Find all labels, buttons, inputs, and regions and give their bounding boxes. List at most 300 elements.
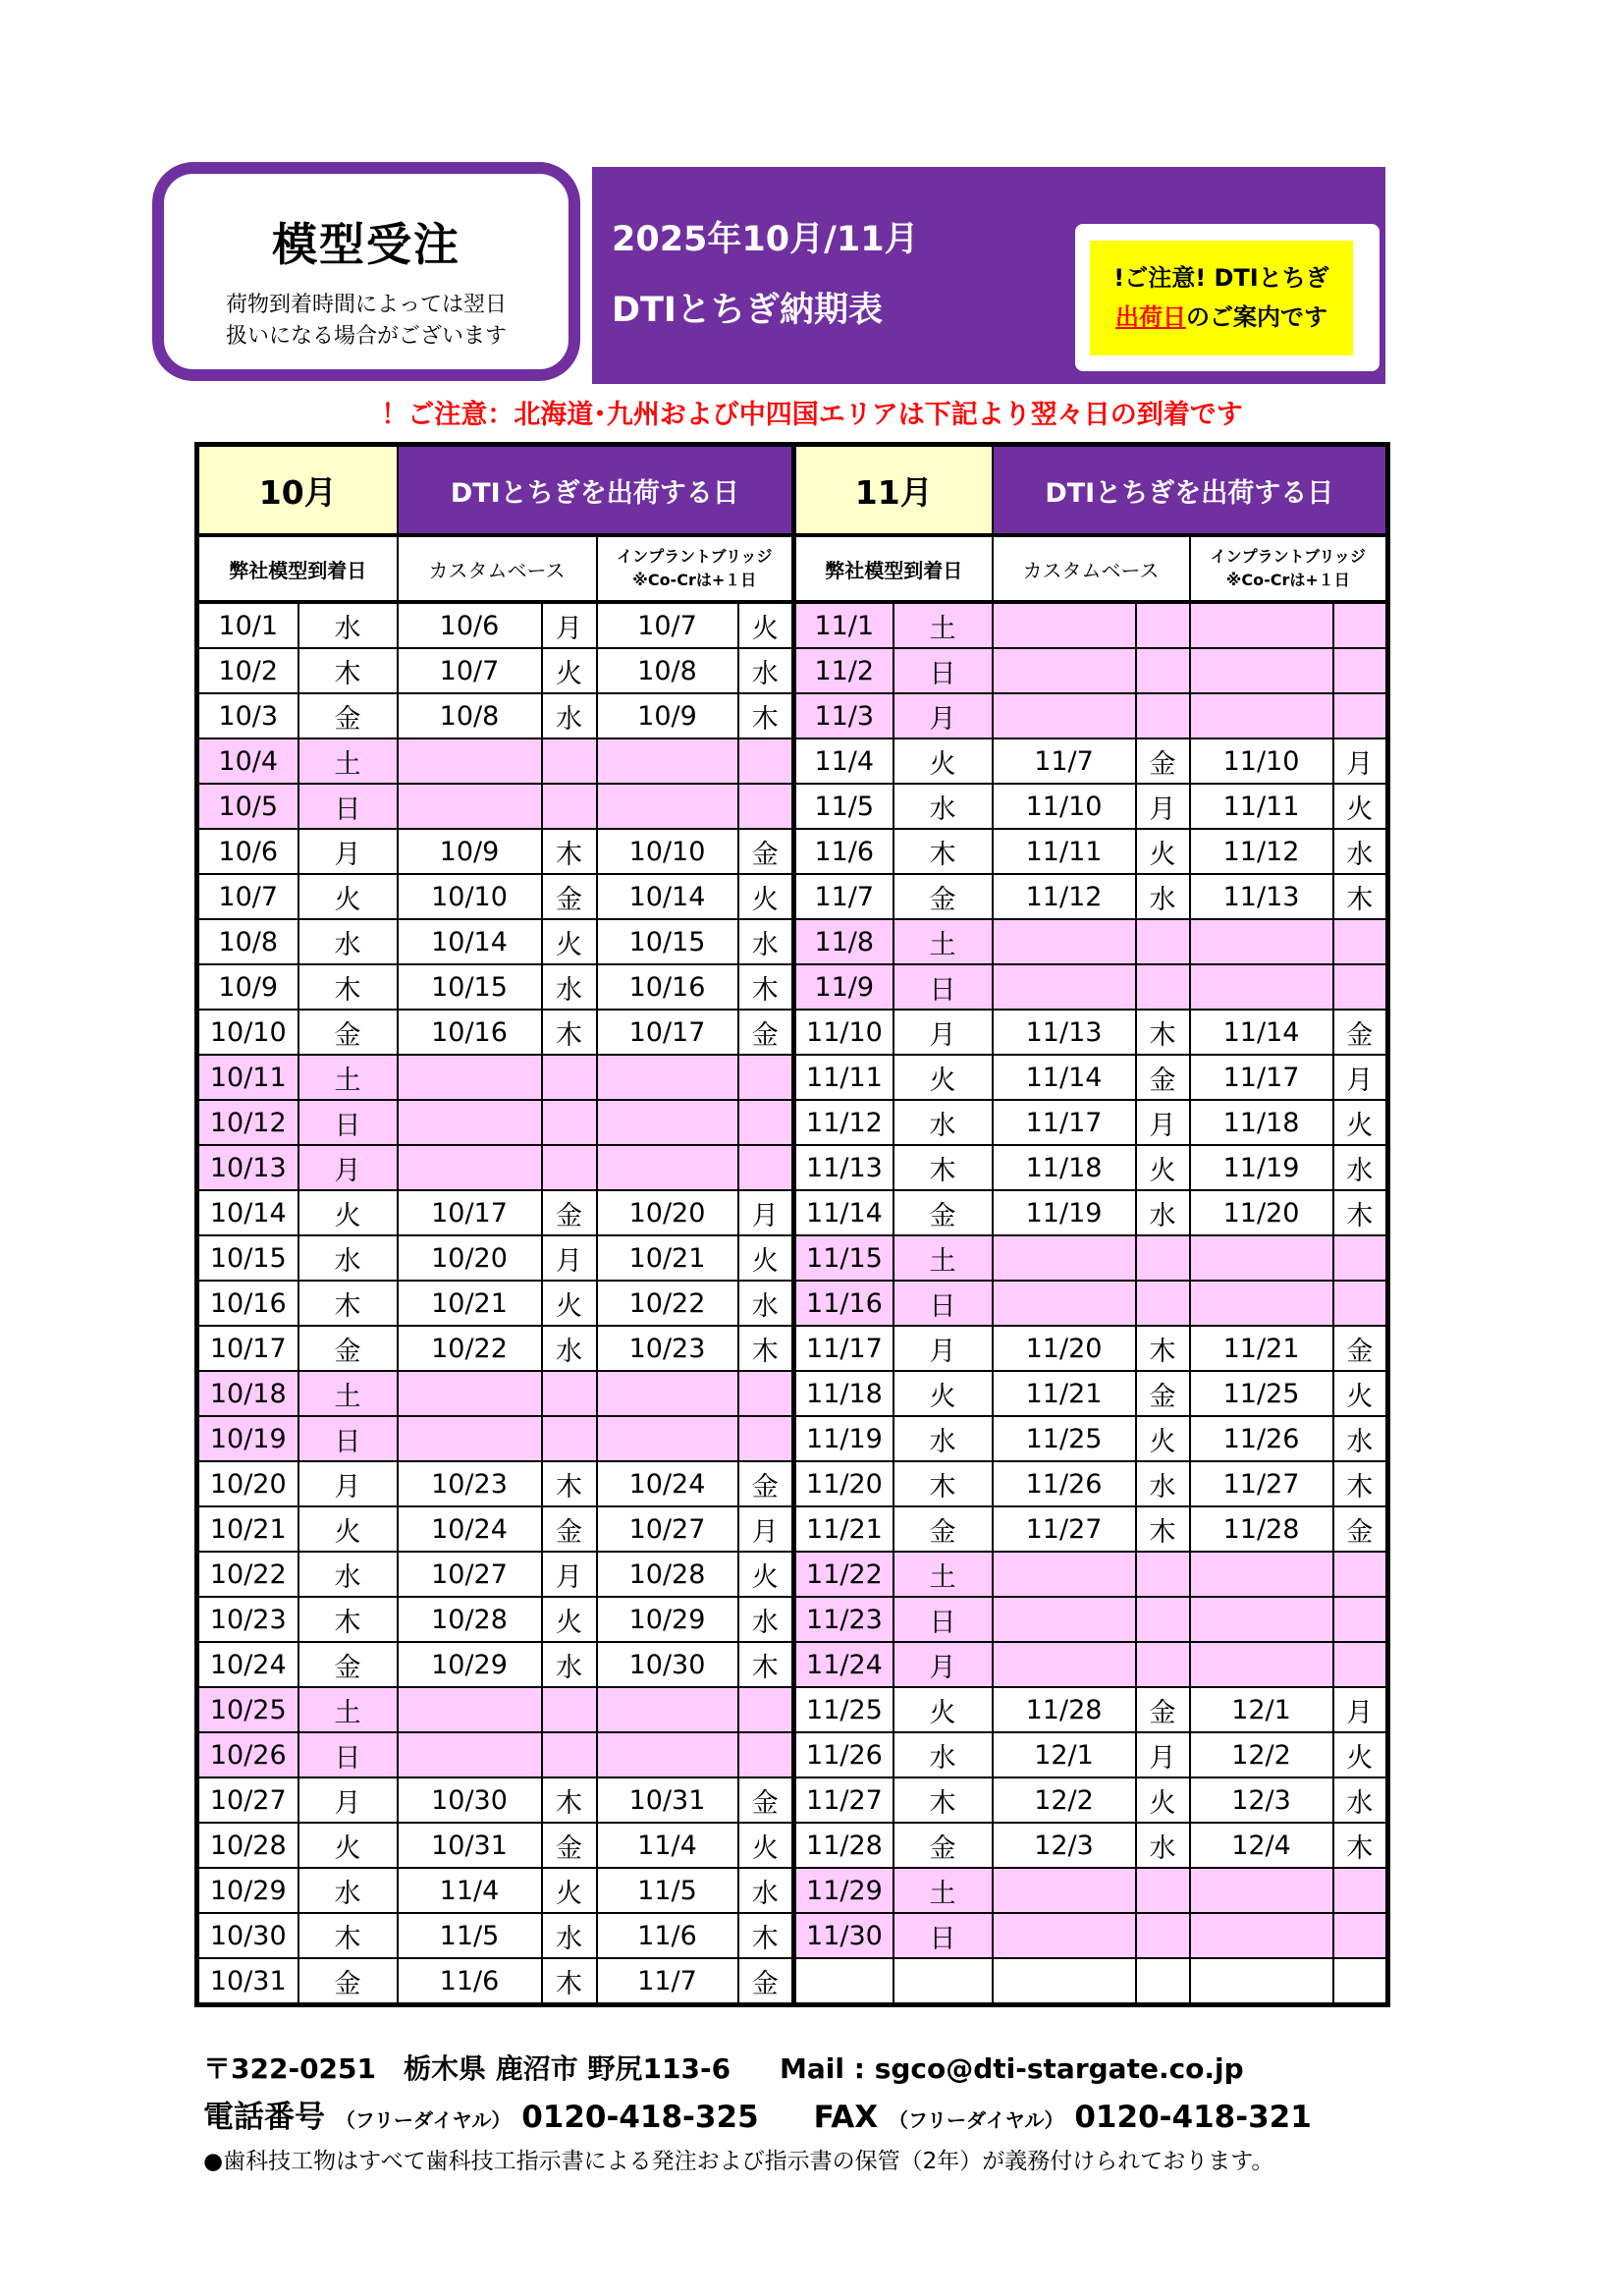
november-custom-base-day: 水 [1136,874,1190,919]
october-implant-day [738,1687,794,1732]
october-custom-base-date: 10/28 [398,1597,542,1642]
november-implant-day [1333,1913,1388,1958]
november-custom-base-date [993,1552,1136,1597]
november-arrival-date: 11/17 [794,1326,893,1371]
november-custom-base-day: 水 [1136,1461,1190,1506]
order-note-line2: 扱いになる場合がございます [225,324,507,349]
october-arrival-day: 土 [298,1687,398,1732]
october-arrival-date: 10/9 [197,964,298,1010]
november-custom-base-date [993,693,1136,738]
november-implant-day [1333,602,1388,648]
october-custom-base-day: 木 [542,1461,597,1506]
november-implant-date: 11/20 [1190,1190,1333,1235]
november-custom-base-header: カスタムベース [993,535,1190,602]
october-arrival-day: 火 [298,874,398,919]
november-arrival-day [893,1958,993,2005]
november-implant-date [1190,1642,1333,1687]
november-custom-base-date: 11/19 [993,1190,1136,1235]
november-arrival-day: 金 [893,874,993,919]
november-custom-base-day: 月 [1136,1100,1190,1145]
october-implant-day [738,1732,794,1777]
table-row [197,1958,1388,2005]
october-custom-base-day: 月 [542,602,597,648]
october-implant-date: 10/15 [597,919,738,964]
november-implant-day: 月 [1333,1687,1388,1732]
november-arrival-date: 11/10 [794,1010,893,1055]
footer-phone-line [203,2092,1312,2136]
november-custom-base-date: 11/12 [993,874,1136,919]
november-custom-base-date: 12/3 [993,1823,1136,1868]
november-custom-base-date: 11/14 [993,1055,1136,1100]
november-implant-date: 11/28 [1190,1506,1333,1552]
november-custom-base-date: 11/17 [993,1100,1136,1145]
november-custom-base-date: 11/26 [993,1461,1136,1506]
november-implant-day: 木 [1333,1190,1388,1235]
november-custom-base-day: 火 [1136,1145,1190,1190]
october-implant-date [597,1371,738,1416]
november-implant-day [1333,1958,1388,2005]
subheader-row [197,535,1388,602]
november-custom-base-date [993,648,1136,693]
november-custom-base-day [1136,919,1190,964]
october-custom-base-date: 10/15 [398,964,542,1010]
october-implant-day: 水 [738,1868,794,1913]
october-custom-base-day: 火 [542,1597,597,1642]
october-custom-base-header: カスタムベース [398,535,597,602]
november-custom-base-date [993,1597,1136,1642]
october-implant-date: 11/4 [597,1823,738,1868]
october-implant-day: 金 [738,1777,794,1823]
november-implant-day: 水 [1333,1145,1388,1190]
november-custom-base-date: 11/18 [993,1145,1136,1190]
november-implant-day: 水 [1333,1777,1388,1823]
october-implant-date: 10/20 [597,1190,738,1235]
october-implant-date: 10/14 [597,874,738,919]
fax-number: 0120-418-321 [1074,2100,1312,2135]
november-custom-base-day: 火 [1136,1777,1190,1823]
table-row [197,1823,1388,1868]
email[interactable]: Mail : sgco@dti-stargate.co.jp [780,2052,1244,2085]
november-custom-base-date: 12/2 [993,1777,1136,1823]
october-arrival-day: 木 [298,648,398,693]
november-custom-base-date [993,1958,1136,2005]
november-implant-day: 水 [1333,1416,1388,1461]
november-implant-date: 12/1 [1190,1687,1333,1732]
october-custom-base-day: 火 [542,1868,597,1913]
table-row [197,1868,1388,1913]
november-implant-date [1190,1281,1333,1326]
november-implant-day: 火 [1333,1732,1388,1777]
november-arrival-day: 月 [893,693,993,738]
october-implant-day: 木 [738,1913,794,1958]
october-arrival-day: 水 [298,1235,398,1281]
november-custom-base-day [1136,1913,1190,1958]
november-arrival-date: 11/4 [794,738,893,784]
october-implant-date: 10/30 [597,1642,738,1687]
october-arrival-day: 木 [298,1281,398,1326]
october-custom-base-day: 金 [542,874,597,919]
november-arrival-date: 11/21 [794,1506,893,1552]
october-custom-base-day [542,1732,597,1777]
november-arrival-date: 11/15 [794,1235,893,1281]
table-row [197,1416,1388,1461]
november-arrival-day: 木 [893,1145,993,1190]
october-implant-date: 10/22 [597,1281,738,1326]
october-custom-base-date: 10/6 [398,602,542,648]
october-arrival-day: 火 [298,1506,398,1552]
november-custom-base-day [1136,648,1190,693]
october-custom-base-date [398,1732,542,1777]
october-implant-date: 10/27 [597,1506,738,1552]
october-custom-base-date [398,1100,542,1145]
november-implant-date [1190,1235,1333,1281]
november-arrival-date: 11/22 [794,1552,893,1597]
october-custom-base-date: 10/22 [398,1326,542,1371]
november-implant-day: 金 [1333,1326,1388,1371]
november-arrival-day: 日 [893,964,993,1010]
november-implant-date: 11/25 [1190,1371,1333,1416]
october-custom-base-day: 金 [542,1506,597,1552]
october-custom-base-date: 10/14 [398,919,542,964]
october-custom-base-date: 10/30 [398,1777,542,1823]
october-arrival-date: 10/14 [197,1190,298,1235]
october-arrival-date: 10/25 [197,1687,298,1732]
november-custom-base-date [993,1642,1136,1687]
notice-red-text: 出荷日 [1115,303,1186,331]
october-implant-date: 10/21 [597,1235,738,1281]
october-implant-day: 木 [738,1326,794,1371]
october-arrival-date: 10/16 [197,1281,298,1326]
october-implant-day [738,738,794,784]
november-implant-day [1333,1597,1388,1642]
november-arrival-date: 11/6 [794,829,893,874]
november-arrival-date: 11/27 [794,1777,893,1823]
november-implant-day: 木 [1333,1461,1388,1506]
october-implant-date: 11/5 [597,1868,738,1913]
october-implant-day [738,784,794,829]
october-implant-day [738,1145,794,1190]
october-implant-day: 月 [738,1506,794,1552]
november-custom-base-date: 11/25 [993,1416,1136,1461]
november-arrival-day: 月 [893,1010,993,1055]
table-row [197,1190,1388,1235]
november-custom-base-day [1136,1281,1190,1326]
november-implant-date [1190,1868,1333,1913]
table-row [197,964,1388,1010]
november-implant-date: 11/17 [1190,1055,1333,1100]
tel-label: 電話番号 [203,2100,325,2135]
november-implant-day: 木 [1333,1823,1388,1868]
table-row [197,1235,1388,1281]
november-custom-base-day: 水 [1136,1190,1190,1235]
october-arrival-date: 10/3 [197,693,298,738]
november-arrival-day: 火 [893,1687,993,1732]
november-custom-base-day: 金 [1136,1687,1190,1732]
october-implant-day: 火 [738,1235,794,1281]
october-implant-header [597,535,794,602]
october-custom-base-day [542,1100,597,1145]
november-implant-day: 月 [1333,1055,1388,1100]
table-row [197,1145,1388,1190]
november-custom-base-date [993,602,1136,648]
table-row [197,1100,1388,1145]
october-custom-base-date [398,1371,542,1416]
fax-free-dial-label: （フリーダイヤル） [888,2108,1064,2132]
october-arrival-date: 10/29 [197,1868,298,1913]
october-custom-base-day [542,1687,597,1732]
october-custom-base-date [398,1055,542,1100]
october-implant-date: 10/17 [597,1010,738,1055]
october-arrival-date: 10/15 [197,1235,298,1281]
november-custom-base-day [1136,1597,1190,1642]
schedule-title: DTIとちぎ納期表 [612,291,883,330]
table-row [197,1642,1388,1687]
october-custom-base-date [398,1416,542,1461]
october-custom-base-day [542,1416,597,1461]
table-row [197,648,1388,693]
table-row [197,1506,1388,1552]
november-implant-day: 火 [1333,1371,1388,1416]
november-implant-day [1333,1642,1388,1687]
november-arrival-day: 日 [893,1913,993,1958]
october-implant-date: 10/28 [597,1552,738,1597]
november-arrival-day: 木 [893,1461,993,1506]
october-implant-date [597,784,738,829]
october-implant-day [738,1055,794,1100]
november-custom-base-date: 11/21 [993,1371,1136,1416]
november-implant-day [1333,648,1388,693]
table-row [197,1687,1388,1732]
table-row [197,1732,1388,1777]
october-custom-base-day: 金 [542,1823,597,1868]
order-title: 模型受注 [272,218,460,271]
november-arrival-date: 11/28 [794,1823,893,1868]
october-arrival-date: 10/10 [197,1010,298,1055]
october-arrival-date: 10/12 [197,1100,298,1145]
october-custom-base-date: 10/7 [398,648,542,693]
november-arrival-date: 11/26 [794,1732,893,1777]
october-arrival-day: 金 [298,1326,398,1371]
october-custom-base-day: 水 [542,693,597,738]
october-implant-date: 11/6 [597,1913,738,1958]
october-arrival-day: 金 [298,1010,398,1055]
october-arrival-date: 10/11 [197,1055,298,1100]
november-arrival-day: 土 [893,602,993,648]
october-custom-base-day [542,738,597,784]
october-header: 10月 [197,445,398,536]
november-implant-date [1190,1552,1333,1597]
november-implant-day [1333,1235,1388,1281]
october-custom-base-day: 木 [542,1010,597,1055]
november-implant-date: 11/14 [1190,1010,1333,1055]
october-arrival-date: 10/5 [197,784,298,829]
november-custom-base-day: 金 [1136,738,1190,784]
november-arrival-day: 木 [893,829,993,874]
november-implant-date [1190,1597,1333,1642]
october-arrival-date: 10/27 [197,1777,298,1823]
november-arrival-date: 11/8 [794,919,893,964]
october-arrival-day: 月 [298,1777,398,1823]
november-implant-date: 11/10 [1190,738,1333,784]
october-arrival-day: 金 [298,1642,398,1687]
october-arrival-date: 10/21 [197,1506,298,1552]
october-arrival-day: 土 [298,1371,398,1416]
october-custom-base-day: 火 [542,648,597,693]
november-custom-base-date: 11/20 [993,1326,1136,1371]
november-custom-base-date: 12/1 [993,1732,1136,1777]
november-arrival-date: 11/23 [794,1597,893,1642]
october-implant-day: 水 [738,1281,794,1326]
november-header: 11月 [794,445,993,536]
october-arrival-date: 10/23 [197,1597,298,1642]
november-arrival-date: 11/1 [794,602,893,648]
october-arrival-day: 土 [298,1055,398,1100]
october-arrival-date: 10/26 [197,1732,298,1777]
october-arrival-day: 月 [298,1461,398,1506]
october-custom-base-day: 水 [542,1326,597,1371]
october-arrival-date: 10/6 [197,829,298,874]
november-custom-base-day [1136,1868,1190,1913]
november-arrival-date: 11/16 [794,1281,893,1326]
october-custom-base-date: 10/8 [398,693,542,738]
november-arrival-day: 水 [893,1732,993,1777]
november-arrival-day: 土 [893,1235,993,1281]
october-implant-date: 10/23 [597,1326,738,1371]
order-info-box [152,162,580,381]
november-custom-base-date [993,1235,1136,1281]
october-arrival-date: 10/13 [197,1145,298,1190]
november-arrival-day: 金 [893,1506,993,1552]
november-arrival-day: 木 [893,1777,993,1823]
november-custom-base-date: 11/28 [993,1687,1136,1732]
october-implant-day: 金 [738,1461,794,1506]
october-custom-base-day: 火 [542,1281,597,1326]
october-custom-base-date: 10/16 [398,1010,542,1055]
november-custom-base-day [1136,964,1190,1010]
free-dial-label: （フリーダイヤル） [335,2108,512,2132]
november-implant-date [1190,693,1333,738]
october-custom-base-day: 火 [542,919,597,964]
october-custom-base-date: 10/21 [398,1281,542,1326]
november-implant-day [1333,919,1388,964]
october-arrival-day: 日 [298,1100,398,1145]
october-implant-day [738,1100,794,1145]
october-custom-base-date: 10/29 [398,1642,542,1687]
table-row [197,1461,1388,1506]
october-arrival-day: 日 [298,1416,398,1461]
october-implant-date [597,1732,738,1777]
implant-label: インプラントブリッジ [617,547,773,566]
october-custom-base-date [398,738,542,784]
october-arrival-day: 水 [298,1552,398,1597]
november-arrival-day: 日 [893,1281,993,1326]
table-row [197,1281,1388,1326]
october-custom-base-date: 10/23 [398,1461,542,1506]
november-implant-day: 水 [1333,829,1388,874]
tel-number: 0120-418-325 [521,2100,759,2135]
november-arrival-date: 11/29 [794,1868,893,1913]
october-custom-base-day: 木 [542,829,597,874]
address: 〒322-0251 栃木県 鹿沼市 野尻113-6 [203,2052,731,2085]
october-custom-base-date: 11/4 [398,1868,542,1913]
october-arrival-date: 10/18 [197,1371,298,1416]
october-implant-date: 10/7 [597,602,738,648]
november-arrival-day: 金 [893,1190,993,1235]
october-arrival-day: 金 [298,693,398,738]
october-custom-base-day [542,784,597,829]
table-row [197,602,1388,648]
november-implant-date: 11/21 [1190,1326,1333,1371]
legal-note: ●歯科技工物はすべて歯科技工指示書による発注および指示書の保管（2年）が義務付けられております。 [203,2149,1274,2174]
november-arrival-date: 11/25 [794,1687,893,1732]
october-implant-day: 金 [738,1958,794,2005]
november-implant-date: 12/3 [1190,1777,1333,1823]
november-implant-day: 月 [1333,738,1388,784]
november-arrival-day: 日 [893,1597,993,1642]
october-arrival-date: 10/20 [197,1461,298,1506]
october-custom-base-date: 11/6 [398,1958,542,2005]
october-custom-base-date [398,1145,542,1190]
october-implant-date: 10/24 [597,1461,738,1506]
implant-label: インプラントブリッジ [1210,547,1366,566]
table-row [197,738,1388,784]
period-title: 2025年10月/11月 [612,220,919,259]
october-custom-base-date [398,1687,542,1732]
november-implant-day: 金 [1333,1506,1388,1552]
october-arrival-date: 10/2 [197,648,298,693]
november-arrival-day: 月 [893,1326,993,1371]
november-custom-base-day: 金 [1136,1055,1190,1100]
october-arrival-date: 10/17 [197,1326,298,1371]
delivery-schedule-table [194,442,1390,2007]
november-custom-base-day [1136,1235,1190,1281]
november-implant-day [1333,1552,1388,1597]
order-note-line1: 荷物到着時間によっては翌日 [225,293,507,317]
november-custom-base-day: 月 [1136,1732,1190,1777]
october-arrival-day: 木 [298,964,398,1010]
october-custom-base-date: 10/24 [398,1506,542,1552]
november-arrival-date: 11/9 [794,964,893,1010]
october-arrival-date: 10/7 [197,874,298,919]
november-custom-base-day: 金 [1136,1371,1190,1416]
october-custom-base-date: 11/5 [398,1913,542,1958]
october-custom-base-day: 水 [542,1642,597,1687]
october-custom-base-day: 金 [542,1190,597,1235]
october-custom-base-date: 10/10 [398,874,542,919]
november-arrival-date: 11/14 [794,1190,893,1235]
november-custom-base-day [1136,693,1190,738]
november-implant-date [1190,919,1333,964]
november-arrival-day: 水 [893,1100,993,1145]
november-arrival-date [794,1958,893,2005]
october-custom-base-date: 10/27 [398,1552,542,1597]
table-row [197,784,1388,829]
october-arrival-date: 10/31 [197,1958,298,2005]
october-arrival-date: 10/1 [197,602,298,648]
november-implant-day: 火 [1333,784,1388,829]
november-custom-base-date: 11/11 [993,829,1136,874]
november-arrival-date: 11/12 [794,1100,893,1145]
october-arrival-day: 木 [298,1913,398,1958]
october-implant-date [597,1145,738,1190]
november-custom-base-date: 11/7 [993,738,1136,784]
october-arrival-date: 10/24 [197,1642,298,1687]
november-arrival-date: 11/13 [794,1145,893,1190]
november-implant-date: 12/4 [1190,1823,1333,1868]
october-custom-base-date: 10/17 [398,1190,542,1235]
november-arrival-date: 11/24 [794,1642,893,1687]
november-implant-day: 木 [1333,874,1388,919]
